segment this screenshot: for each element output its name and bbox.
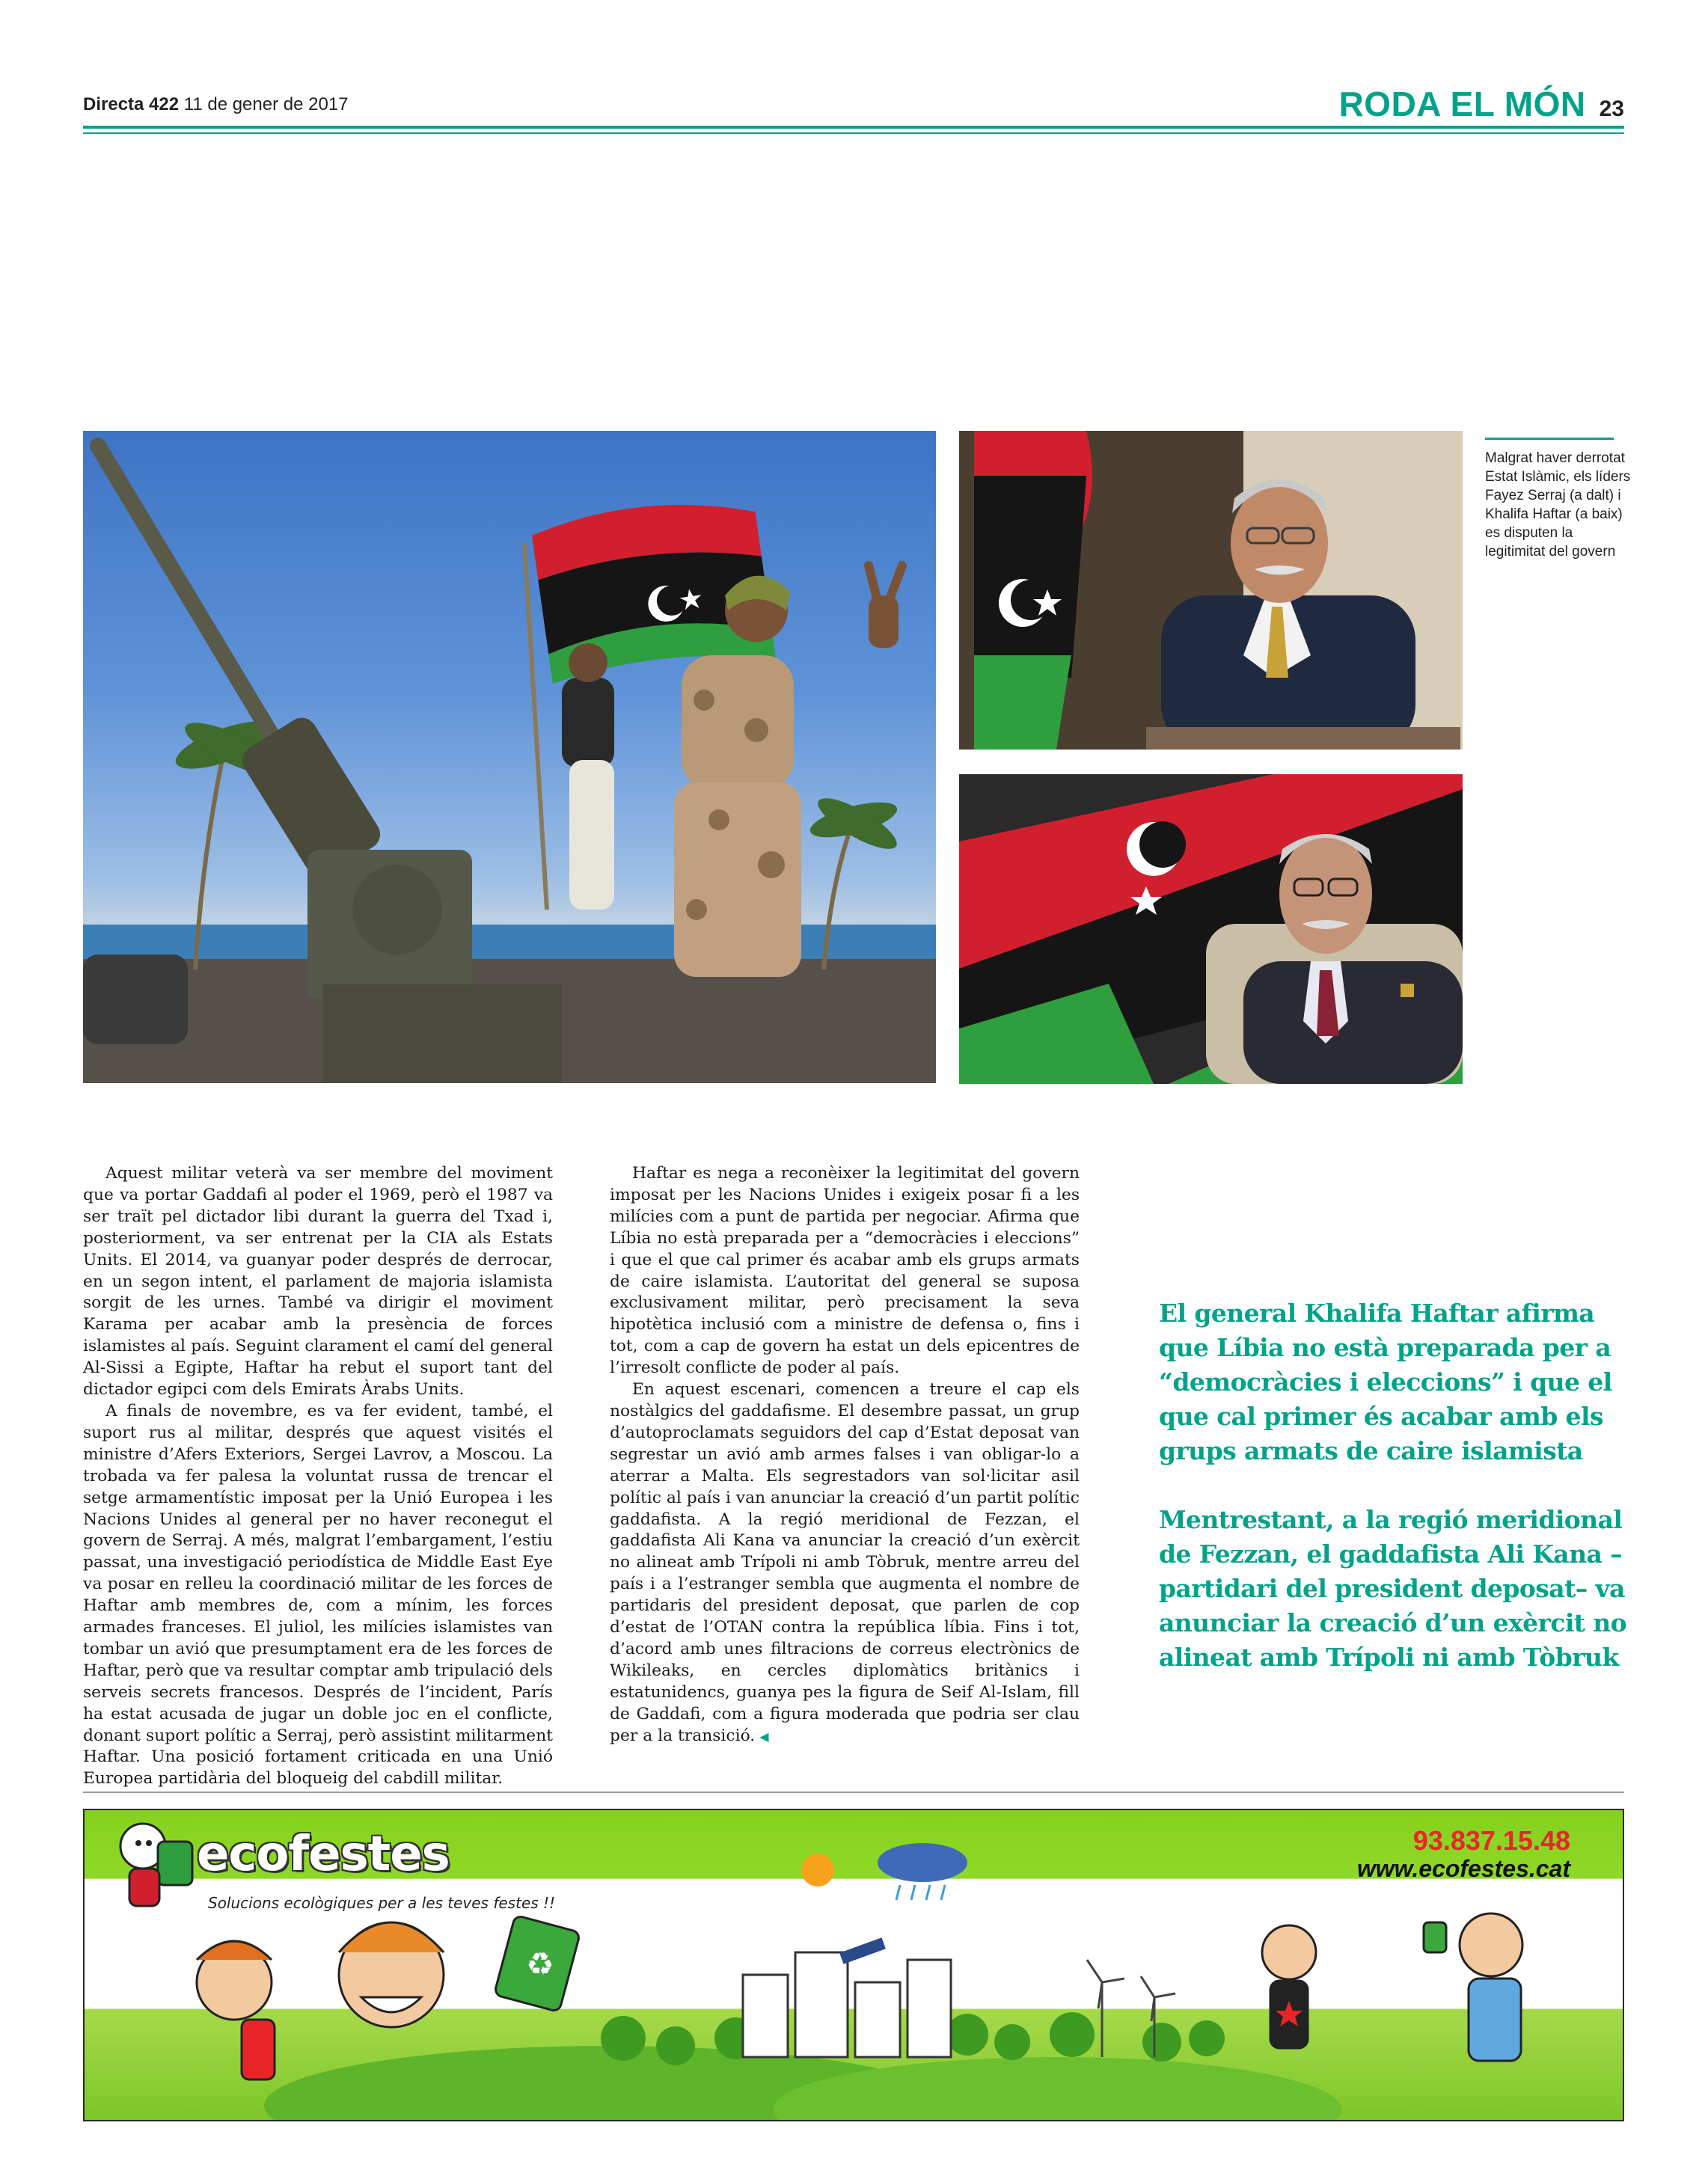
svg-text:♻: ♻: [526, 1946, 554, 1982]
photo-caption: Malgrat haver derrotat Estat Islàmic, els líders Fayez Serraj (a dalt) i Khalifa Haftar (a baix) es disputen la legitimitat del govern: [1485, 450, 1631, 560]
photo-fighters-with-flag: [83, 431, 936, 1083]
issue-date: 11 de gener de 2017: [183, 94, 349, 114]
end-of-article-icon: ◀: [759, 1729, 769, 1744]
page-number: 23: [1599, 96, 1624, 121]
paragraph: [610, 1379, 1080, 1747]
ad-tagline: Solucions ecològiques per a les teves festes !!: [208, 1894, 556, 1912]
paragraph: Aquest militar veterà va ser membre del moviment que va portar Gaddafi al poder el 1969, però el 1987 va ser traït pel dictador libi durant la guerra del Txad i, posteriorment, va ser entrenat per la CIA als Estats Units. El 2014, va guanyar poder després de derrocar, en un segon intent, el parlament de majoria islamista sorgit de les urnes. També va dirigir el moviment Karama per acabar amb la presència de forces islamistes al país. Seguint clarament el camí del general Al-Sissi a Egipte, Haftar ha rebut el suport tant del dictador egipci com dels Emirats Àrabs Units.: [83, 1164, 553, 1400]
header-rule-thin: [83, 132, 1624, 134]
caption-rule: [1485, 438, 1614, 440]
ad-separator: [83, 1792, 1624, 1793]
issue-info: [83, 94, 349, 115]
header-rule: [83, 126, 1624, 129]
article-column-1: [83, 1163, 553, 1790]
man-drinking-icon: [1424, 1913, 1522, 2061]
pull-quote: Mentrestant, a la regió meridional de Fezzan, el gaddafista Ali Kana –partidari del president deposat– va anunciar la creació d’un exèrcit no alineat amb Trípoli ni amb Tòbruk: [1159, 1505, 1627, 1672]
cup-mascot-icon: [120, 1824, 192, 1906]
haftar-portrait: [959, 774, 1463, 1084]
photo-fayez-serraj: [959, 431, 1463, 750]
pull-quotes: [1159, 1296, 1638, 1675]
paragraph: Haftar es nega a reconèixer la legitimitat del govern imposat per les Nacions Unides i exigeix posar fi a les milícies com a punt de partida per negociar. Afirma que Líbia no està preparada per a “democràcies i eleccions” i que el que cal primer és acabar amb els grups armats de caire islamista. L’autoritat del general se suposa exclusivament militar, però precisament la seva hipotètica inclusió com a ministre de defensa o, fins i tot, com a cap de govern ha estat un dels epicentres de l’irresolt conflicte de poder al país.: [610, 1164, 1080, 1378]
fighters-illustration: [83, 431, 936, 1083]
paragraph: A finals de novembre, es va fer evident, també, el suport rus al militar, després que aquest visités el ministre d’Afers Exteriors, Sergei Lavrov, a Moscou. La trobada va fer palesa la voluntat russa de trencar el setge armamentístic imposat per la Unió Europea i les Nacions Unides al general per no haver reconegut el govern de Serraj. A més, malgrat l’embargament, l’estiu passat, una investigació periodística de Middle East Eye va posar en relleu la coordinació militar de les forces de Haftar amb membres de, com a mínim, les forces armades franceses. El juliol, les milícies islamistes van tombar un avió que presumptament era de les forces de Haftar, però que va resultar comptar amb tripulació dels serveis secrets francesos. Després de l’incident, París ha estat acusada de jugar un doble joc en el conflicte, donant suport polític a Serraj, però assistint militarment Haftar. Una posició fortament criticada en una Unió Europea partidària del bloqueig del cabdill militar.: [83, 1401, 553, 1789]
girl-character-icon: [197, 1941, 275, 2080]
kid-recycling-icon: [339, 1915, 581, 2027]
section-header: [1339, 84, 1624, 124]
ecofestes-logo: ecofestes: [197, 1827, 450, 1882]
section-title: RODA EL MÓN: [1338, 85, 1586, 123]
paragraph-text: En aquest escenari, comencen a treure el cap els nostàlgics del gaddafisme. El desembre passat, un grup d’autoproclamats seguidors del cap d’Estat deposat van segrestar un avió amb armes falses i van obligar-lo a aterrar a Malta. Els segrestadors van sol·licitar asil polític al país i van anunciar la creació d’un partit polític gaddafista. A la regió meridional de Fezzan, el gaddafista Ali Kana va anunciar la creació d’un exèrcit no alineat amb Trípoli ni amb Tòbruk, mentre arreu del país i a l’estranger sembla que augmenta el nombre de partidaris del president deposat, que parlen de cop d’estat de l’OTAN contra la república líbia. Fins i tot, d’acord amb unes filtracions de correus electrònics de Wikileaks, en cercles diplomàtics britànics i estatunidencs, guanya pes la figura de Seif Al-Islam, fill de Gaddafi, com a figura moderada que podria ser clau per a la transició.: [610, 1380, 1080, 1745]
publication-name: Directa 422: [83, 94, 180, 114]
ad-phone: 93.837.15.48: [1412, 1825, 1570, 1856]
photo-khalifa-haftar: [959, 774, 1463, 1084]
dancing-man-icon: [1262, 1925, 1316, 2048]
ecofestes-advertisement[interactable]: [83, 1809, 1624, 2121]
article-column-2: [610, 1163, 1080, 1747]
serraj-portrait: [959, 431, 1463, 750]
ad-website-link[interactable]: www.ecofestes.cat: [1356, 1855, 1570, 1882]
pull-quote: El general Khalifa Haftar afirma que Líbia no està preparada per a “democràcies i eleccions” i que el que cal primer és acabar amb els grups armats de caire islamista: [1159, 1299, 1612, 1465]
